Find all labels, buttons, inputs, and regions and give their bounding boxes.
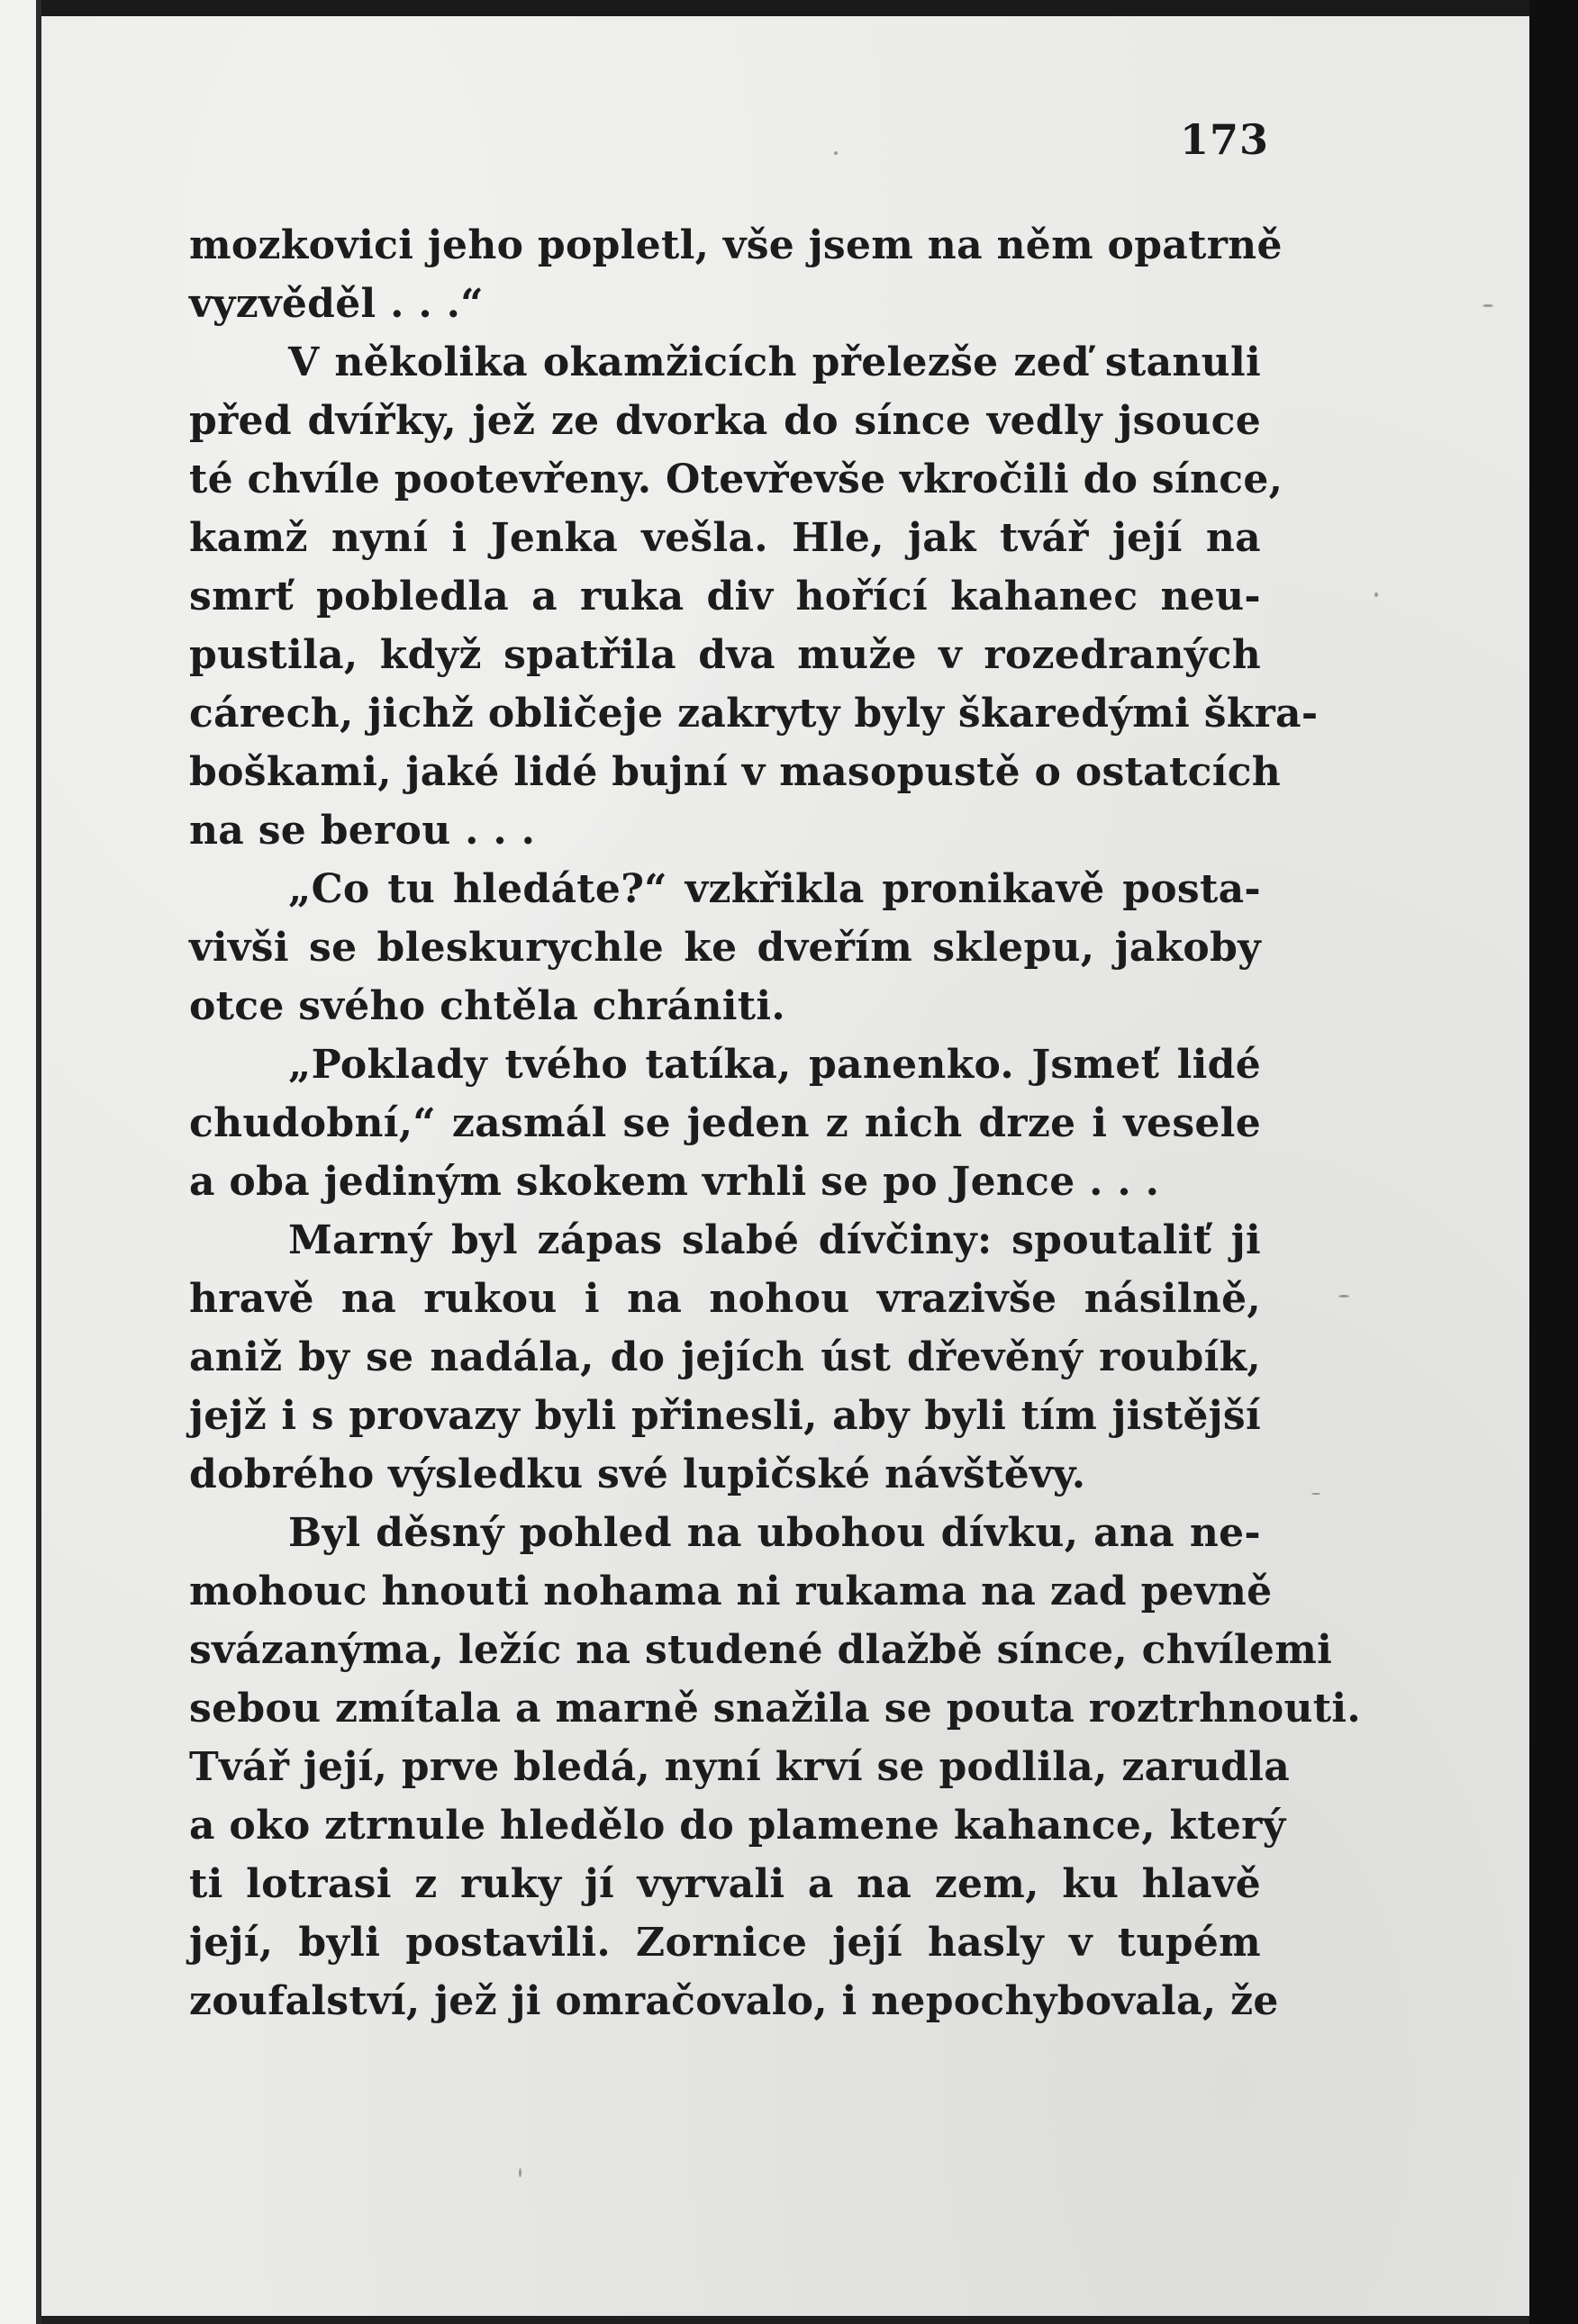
- text-line: Tvář její, prve bledá, nyní krví se podlila, zarudla: [189, 1744, 1291, 1790]
- paper-speck: [1374, 592, 1378, 597]
- text-line: a oba jediným skokem vrhli se po Jence . . .: [189, 1159, 1160, 1205]
- text-line: sebou zmítala a marně snažila se pouta roztrhnouti.: [189, 1686, 1362, 1732]
- text-line: zoufalství, jež ji omračovalo, i nepochybovala, že: [189, 1978, 1279, 2024]
- text-line: a oko ztrnule hledělo do plamene kahance, který: [189, 1803, 1286, 1849]
- text-line: svázanýma, ležíc na studené dlažbě síncе, chvílemi: [189, 1627, 1333, 1673]
- text-line: boškami, jaké lidé bujní v masopustě o ostatcích: [189, 749, 1282, 795]
- bottom-page-edge: [41, 2316, 1529, 2324]
- text-line: vyzvěděl . . .“: [189, 281, 484, 327]
- text-line: mozkovici jeho popletl, vše jsem na něm opatrně: [189, 222, 1283, 268]
- text-line: té chvíle pootevřeny. Otevřevše vkročili do síncе,: [189, 457, 1283, 502]
- text-line: aniž by se nadála, do jejích úst dřevěný roubík,: [189, 1334, 1261, 1380]
- text-line: jejž i s provazy byli přinesli, aby byli tím jistější: [189, 1393, 1261, 1439]
- text-line: Byl děsný pohled na ubohou dívku, ana ne-: [288, 1510, 1261, 1556]
- text-line: dobrého výsledku své lupičské návštěvy.: [189, 1451, 1086, 1497]
- text-line: cárech, jichž obličeje zakryty byly škaredými škra-: [189, 691, 1319, 737]
- text-line: otce svého chtěla chrániti.: [189, 983, 786, 1029]
- paper-speck: [1483, 304, 1493, 307]
- text-line: smrť pobledla a ruka div hořící kahanec neu-: [189, 574, 1261, 619]
- page-text-body: [189, 216, 1362, 2030]
- text-line: hravě na rukou i na nohou vrazivše násilně,: [189, 1276, 1261, 1322]
- left-page-edge: [0, 0, 41, 2324]
- paper-speck: [834, 151, 838, 155]
- text-line: pustila, když spatřila dva muže v rozedraných: [189, 632, 1261, 678]
- paper-speck: [1338, 1295, 1349, 1298]
- text-line: ti lotrasi z ruky jí vyrvali a na zem, ku hlavě: [189, 1861, 1261, 1907]
- text-line: vivši se bleskurychle ke dveřím sklepu, jakoby: [189, 925, 1261, 971]
- text-line: chudobní,“ zasmál se jeden z nich drze i vesele: [189, 1100, 1261, 1146]
- text-line: kamž nyní i Jenka vešla. Hle, jak tvář její na: [189, 515, 1261, 561]
- text-line: Marný byl zápas slabé dívčiny: spoutaliť ji: [288, 1217, 1261, 1263]
- text-line: na se berou . . .: [189, 808, 536, 854]
- text-line: před dvířky, jež ze dvorka do síncе vedly jsouce: [189, 398, 1261, 444]
- text-line: mohouc hnouti nohama ni rukama na zad pevně: [189, 1569, 1273, 1614]
- paper-speck: [519, 2168, 521, 2177]
- paper-speck: [1311, 1493, 1320, 1495]
- text-line: V několika okamžicích přelezše zeď stanuli: [288, 339, 1261, 385]
- page-number: 173: [1180, 115, 1270, 164]
- text-line: „Co tu hledáte?“ vzkřikla pronikavě posta-: [288, 866, 1261, 912]
- text-line: „Poklady tvého tatíka, panenko. Jsmeť lidé: [288, 1042, 1261, 1088]
- right-page-edge: [1529, 0, 1578, 2324]
- text-line: její, byli postavili. Zornice její hasly v tupém: [189, 1920, 1261, 1966]
